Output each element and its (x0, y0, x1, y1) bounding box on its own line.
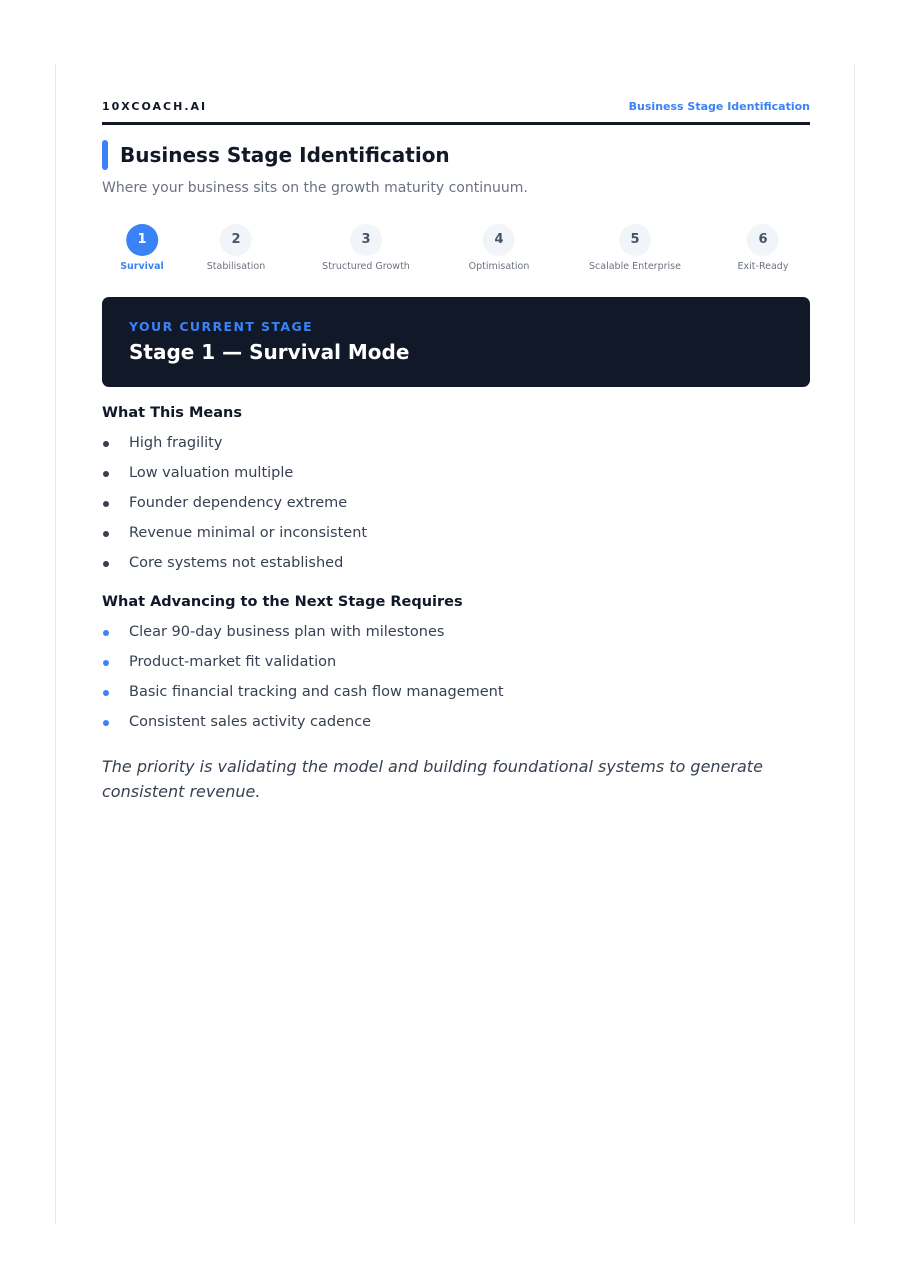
list-item-text: Founder dependency extreme (129, 495, 348, 511)
header-section-label: Business Stage Identification (628, 100, 810, 113)
what-this-means-list (102, 428, 810, 578)
page-subtitle: Where your business sits on the growth maturity continuum. (102, 180, 528, 196)
bullet-icon (103, 720, 109, 726)
step-label: Optimisation (468, 261, 530, 272)
step-stabilisation (207, 224, 266, 272)
list-item (102, 548, 810, 578)
bullet-icon (103, 441, 109, 447)
priority-note: The priority is validating the model and building foundational systems to generate consistent revenue. (102, 757, 763, 801)
bullet-icon (103, 501, 109, 507)
step-label: Exit-Ready (737, 261, 789, 272)
step-number: 5 (619, 224, 651, 256)
report-page (55, 64, 855, 1224)
step-exit-ready (738, 224, 789, 272)
step-number: 2 (220, 224, 252, 256)
list-item-text: Product-market fit validation (129, 654, 337, 670)
list-item-text: Low valuation multiple (129, 465, 294, 481)
list-item (102, 617, 810, 647)
bullet-icon (103, 531, 109, 537)
list-item (102, 518, 810, 548)
list-item (102, 707, 810, 737)
list-item-text: Consistent sales activity cadence (129, 714, 372, 730)
list-item (102, 647, 810, 677)
step-structured-growth (322, 224, 410, 272)
list-item-text: Clear 90-day business plan with milestones (129, 624, 445, 640)
list-item-text: Revenue minimal or inconsistent (129, 525, 368, 541)
step-number: 3 (350, 224, 382, 256)
step-survival (120, 224, 164, 272)
list-item (102, 677, 810, 707)
step-number: 6 (747, 224, 779, 256)
title-accent-bar (102, 140, 108, 170)
list-item (102, 428, 810, 458)
list-item (102, 488, 810, 518)
step-label: Survival (120, 261, 164, 272)
next-stage-heading: What Advancing to the Next Stage Requires (102, 594, 463, 610)
page-title: Business Stage Identification (120, 143, 450, 167)
bullet-icon (103, 690, 109, 696)
list-item-text: High fragility (129, 435, 223, 451)
step-number: 1 (126, 224, 158, 256)
bullet-icon (103, 471, 109, 477)
step-label: Structured Growth (322, 261, 410, 272)
bullet-icon (103, 630, 109, 636)
bullet-icon (103, 660, 109, 666)
step-optimisation (469, 224, 530, 272)
step-label: Scalable Enterprise (589, 261, 681, 272)
list-item-text: Basic financial tracking and cash flow management (129, 684, 504, 700)
current-stage-name: Stage 1 — Survival Mode (129, 340, 410, 364)
stage-stepper (102, 224, 810, 274)
step-scalable-enterprise (589, 224, 681, 272)
step-number: 4 (483, 224, 515, 256)
what-this-means-heading: What This Means (102, 405, 242, 421)
brand-logo-text: 10XCOACH.AI (102, 100, 208, 113)
current-stage-card (102, 297, 810, 387)
page-header (102, 100, 810, 125)
list-item-text: Core systems not established (129, 555, 344, 571)
bullet-icon (103, 561, 109, 567)
list-item (102, 458, 810, 488)
next-stage-list (102, 617, 810, 737)
current-stage-kicker: YOUR CURRENT STAGE (129, 319, 314, 334)
step-label: Stabilisation (206, 261, 266, 272)
